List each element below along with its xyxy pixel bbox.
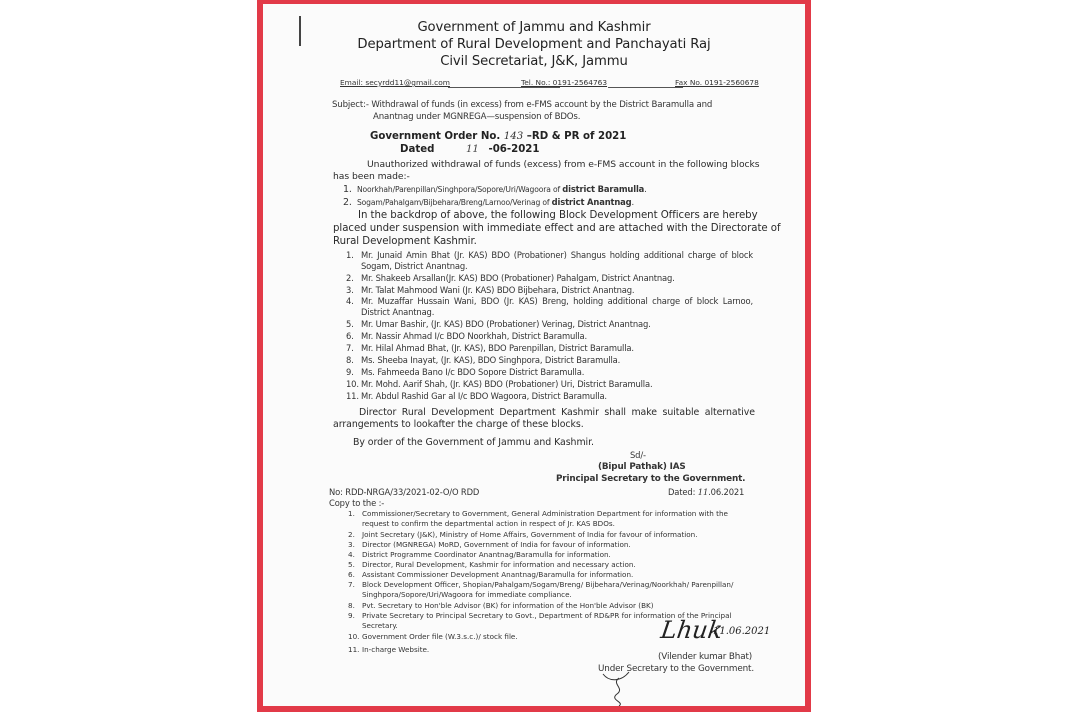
copy-item bbox=[348, 645, 429, 654]
para2-line-2: placed under suspension with immediate effect and are attached with the Directorate of bbox=[333, 223, 781, 234]
officer-text: Mr. Nassir Ahmad I/c BDO Noorkhah, District Baramulla. bbox=[361, 331, 587, 341]
officer-text: Ms. Fahmeeda Bano I/c BDO Sopore District Baramulla. bbox=[361, 367, 585, 377]
signed-mark: Sd/- bbox=[630, 450, 646, 460]
para1-line-1: Unauthorized withdrawal of funds (excess) from e-FMS account in the following blocks bbox=[367, 159, 760, 170]
list-number: 1. bbox=[348, 509, 355, 518]
document-frame bbox=[257, 0, 811, 712]
copy-text: Director, Rural Development, Kashmir for information and necessary action. bbox=[362, 560, 636, 569]
punctuation: . bbox=[644, 184, 647, 194]
officer-text: Ms. Sheeba Inayat, (Jr. KAS), BDO Singhpora, District Baramulla. bbox=[361, 355, 621, 365]
officer-text: Mr. Junaid Amin Bhat (Jr. KAS) BDO (Probationer) Shangus holding additional charge of block bbox=[361, 250, 753, 260]
email-label: Email: bbox=[340, 78, 363, 87]
officer-item bbox=[346, 379, 652, 389]
copy-item bbox=[348, 580, 733, 589]
initials-scribble-icon bbox=[599, 666, 639, 706]
order-date-line bbox=[400, 144, 539, 155]
para2-line-3: Rural Development Kashmir. bbox=[333, 236, 477, 247]
copy-item bbox=[348, 550, 611, 559]
officer-text: Mr. Talat Mahmood Wani (Jr. KAS) BDO Bijbehara, District Anantnag. bbox=[361, 285, 635, 295]
list-number: 11. bbox=[346, 391, 359, 401]
list-number: 8. bbox=[348, 601, 355, 610]
officer-item bbox=[346, 285, 634, 295]
para3-line-1: Director Rural Development Department Kashmir shall make suitable alternative bbox=[359, 407, 755, 418]
letterhead-address: Civil Secretariat, J&K, Jammu bbox=[440, 54, 628, 69]
list-number: 4. bbox=[348, 550, 355, 559]
list-number: 8. bbox=[346, 355, 354, 365]
block-list-item bbox=[343, 197, 634, 208]
copy-item bbox=[348, 540, 631, 549]
order-date-rest: -06-2021 bbox=[488, 144, 540, 155]
list-number: 2. bbox=[346, 273, 354, 283]
district-name: district Baramulla bbox=[562, 184, 645, 194]
reference-date-day-handwritten: 11 bbox=[697, 487, 709, 497]
copy-item bbox=[348, 509, 728, 518]
fax-number: Fax No. 0191-2560678 bbox=[675, 78, 759, 87]
officer-item bbox=[346, 250, 753, 260]
email-address: secyrdd11@gmail.com bbox=[365, 78, 450, 87]
copy-text: Director (MGNREGA) MoRD, Government of India for favour of information. bbox=[362, 540, 631, 549]
signature-date-handwritten: 11.06.2021 bbox=[713, 626, 771, 637]
government-order-document bbox=[263, 4, 805, 706]
list-number: 9. bbox=[348, 611, 355, 620]
signatory1-name: (Bipul Pathak) IAS bbox=[598, 462, 686, 472]
list-number: 2. bbox=[343, 197, 352, 208]
officer-text-continued: Sogam, District Anantnag. bbox=[361, 261, 468, 271]
copy-text-continued: Singhpora/Sopore/Uri/Wagoora for immediate compliance. bbox=[362, 590, 572, 599]
list-number: 10. bbox=[346, 379, 359, 389]
para1-line-2: has been made:- bbox=[333, 171, 410, 182]
officer-item bbox=[346, 391, 607, 401]
copy-item bbox=[348, 632, 518, 641]
reference-date bbox=[668, 487, 744, 497]
officer-text: Mr. Shakeeb Arsallan(Jr. KAS) BDO (Probationer) Pahalgam, District Anantnag. bbox=[361, 273, 675, 283]
signatory2-designation: Under Secretary to the Government. bbox=[598, 664, 754, 674]
block-names: Noorkhah/Parenpillan/Singhpora/Sopore/Uri/Wagoora of bbox=[357, 185, 563, 194]
copy-text: Pvt. Secretary to Hon'ble Advisor (BK) for information of the Hon'ble Advisor (BK) bbox=[362, 601, 654, 610]
list-number: 3. bbox=[346, 285, 354, 295]
list-number: 7. bbox=[348, 580, 355, 589]
letterhead-department: Department of Rural Development and Panchayati Raj bbox=[357, 37, 711, 52]
list-number: 7. bbox=[346, 343, 354, 353]
officer-item bbox=[346, 367, 584, 377]
list-number: 10. bbox=[348, 632, 360, 641]
officer-item bbox=[346, 319, 651, 329]
officer-text: Mr. Abdul Rashid Gar al I/c BDO Wagoora, District Baramulla. bbox=[361, 391, 607, 401]
copy-item bbox=[348, 560, 636, 569]
order-number-line bbox=[370, 131, 626, 142]
contact-underline bbox=[608, 87, 683, 88]
officer-text: Mr. Mohd. Aarif Shah, (Jr. KAS) BDO (Probationer) Uri, District Baramulla. bbox=[361, 379, 653, 389]
copy-text: Commissioner/Secretary to Government, General Administration Department for information with the bbox=[362, 509, 728, 518]
list-number: 3. bbox=[348, 540, 355, 549]
officer-item bbox=[346, 355, 620, 365]
copy-text: Joint Secretary (J&K), Ministry of Home Affairs, Government of India for favour of information. bbox=[362, 530, 698, 539]
officer-text: Mr. Hilal Ahmad Bhat, (Jr. KAS), BDO Parenpillan, District Baramulla. bbox=[361, 343, 634, 353]
copy-item bbox=[348, 601, 654, 610]
officer-text: Mr. Muzaffar Hussain Wani, BDO (Jr. KAS) Breng, holding additional charge of block Larnoo, bbox=[361, 296, 753, 306]
copy-text-continued: request to confirm the departmental action in respect of Jr. KAS BDOs. bbox=[362, 519, 615, 528]
list-number: 6. bbox=[348, 570, 355, 579]
para2-line-1: In the backdrop of above, the following Block Development Officers are hereby bbox=[358, 210, 758, 221]
email-line bbox=[340, 78, 450, 87]
list-number: 11. bbox=[348, 645, 360, 654]
copy-text-continued: Secretary. bbox=[362, 621, 398, 630]
order-title-prefix: Government Order No. bbox=[370, 131, 501, 142]
officer-item bbox=[346, 331, 587, 341]
order-title-suffix: –RD & PR of 2021 bbox=[526, 131, 627, 142]
copy-text: Private Secretary to Principal Secretary to Govt., Department of RD&PR for information of the Principal bbox=[362, 611, 732, 620]
list-number: 1. bbox=[343, 184, 352, 195]
telephone-number: Tel. No.: 0191-2564763 bbox=[521, 78, 608, 87]
officer-item bbox=[346, 273, 675, 283]
list-number: 5. bbox=[348, 560, 355, 569]
order-number-handwritten: 143 bbox=[503, 131, 524, 142]
officer-text-continued: District Anantnag. bbox=[361, 307, 435, 317]
reference-dated-label: Dated: bbox=[668, 487, 696, 497]
handwritten-signature: Lhuk bbox=[659, 616, 725, 644]
reference-date-rest: .06.2021 bbox=[708, 487, 745, 497]
contact-underline bbox=[448, 87, 560, 88]
letterhead-government: Government of Jammu and Kashmir bbox=[417, 20, 651, 35]
copy-text: District Programme Coordinator Anantnag/Baramulla for information. bbox=[362, 550, 611, 559]
list-number: 2. bbox=[348, 530, 355, 539]
by-order-line: By order of the Government of Jammu and Kashmir. bbox=[353, 437, 594, 448]
list-number: 1. bbox=[346, 250, 354, 260]
list-number: 4. bbox=[346, 296, 354, 306]
copy-to-label: Copy to the :- bbox=[329, 498, 385, 508]
officer-item bbox=[346, 343, 634, 353]
district-name: district Anantnag bbox=[551, 197, 632, 207]
reference-number: No: RDD-NRGA/33/2021-02-O/O RDD bbox=[329, 487, 480, 497]
block-list-item bbox=[343, 184, 647, 195]
signatory1-designation: Principal Secretary to the Government. bbox=[556, 474, 746, 484]
copy-item bbox=[348, 570, 633, 579]
order-dated-label: Dated bbox=[400, 144, 435, 155]
list-number: 9. bbox=[346, 367, 354, 377]
officer-text: Mr. Umar Bashir, (Jr. KAS) BDO (Probationer) Verinag, District Anantnag. bbox=[361, 319, 651, 329]
list-number: 5. bbox=[346, 319, 354, 329]
officer-item bbox=[346, 296, 753, 306]
punctuation: . bbox=[631, 197, 635, 207]
signatory2-name: (Vilender kumar Bhat) bbox=[658, 652, 753, 662]
copy-text: Assistant Commissioner Development Anantnag/Baramulla for information. bbox=[362, 570, 634, 579]
subject-line-2: Anantnag under MGNREGA—suspension of BDOs. bbox=[373, 112, 581, 122]
order-date-day-handwritten: 11 bbox=[465, 144, 479, 155]
copy-text: Block Development Officer, Shopian/Pahalgam/Sogam/Breng/ Bijbehara/Verinag/Noorkhah/ Parenpillan/ bbox=[362, 580, 734, 589]
block-names: Sogam/Pahalgam/Bijbehara/Breng/Larnoo/Verinag of bbox=[357, 198, 552, 207]
copy-text: Government Order file (W.3.s.c.)/ stock file. bbox=[362, 632, 518, 641]
copy-text: In-charge Website. bbox=[362, 645, 430, 654]
list-number: 6. bbox=[346, 331, 354, 341]
para3-line-2: arrangements to lookafter the charge of these blocks. bbox=[333, 419, 584, 430]
subject-line-1: Subject:- Withdrawal of funds (in excess) from e-FMS account by the District Baramulla and bbox=[332, 100, 713, 110]
copy-item bbox=[348, 530, 698, 539]
